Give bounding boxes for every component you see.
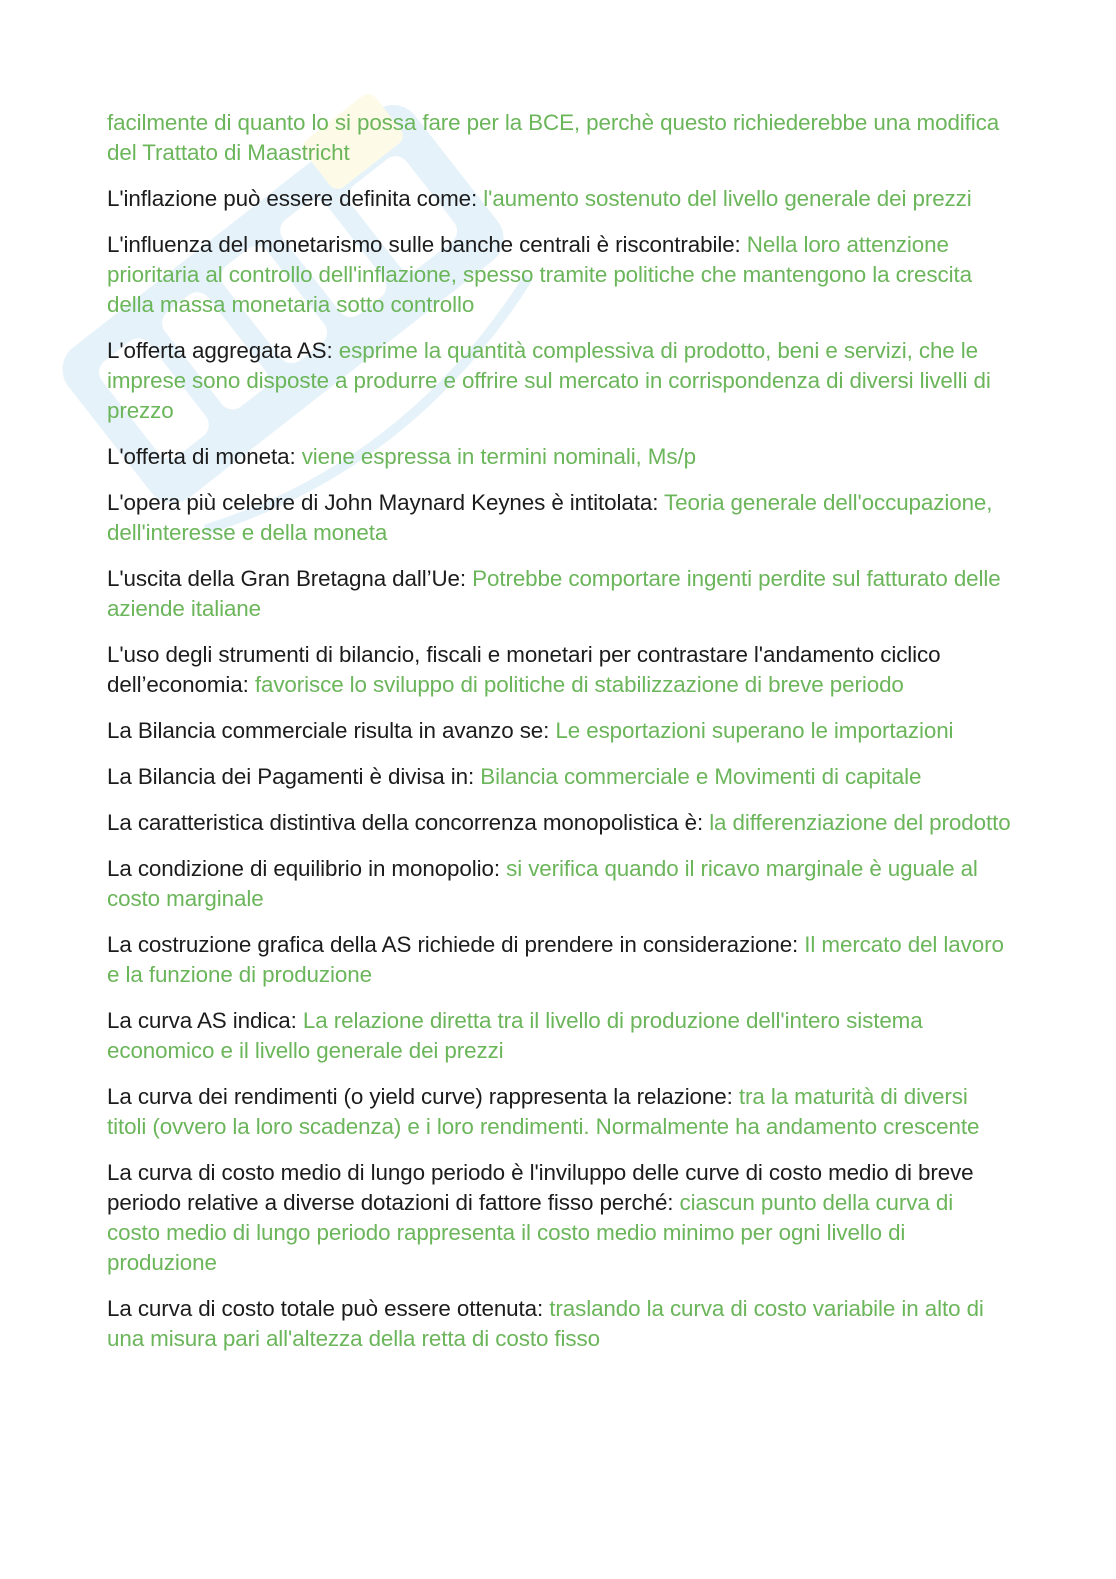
entry-question: L'influenza del monetarismo sulle banche centrali è riscontrabile: — [107, 232, 747, 257]
entry-question: La costruzione grafica della AS richiede di prendere in considerazione: — [107, 932, 805, 957]
entry-question: L'uscita della Gran Bretagna dall’Ue: — [107, 566, 473, 591]
qa-entry-14 — [107, 1082, 1012, 1142]
qa-entry-6 — [107, 564, 1012, 624]
entry-question: La curva di costo totale può essere ottenuta: — [107, 1296, 550, 1321]
entry-answer: Nella loro attenzione prioritaria al controllo dell'inflazione, spesso tramite politiche che mantengono la crescita della massa monetaria sotto controllo — [107, 232, 972, 317]
entry-question: La caratteristica distintiva della concorrenza monopolistica è: — [107, 810, 710, 835]
entry-answer: tra la maturità di diversi titoli (ovvero la loro scadenza) e i loro rendimenti. Normalmente ha andamento crescente — [107, 1084, 980, 1139]
entry-answer: esprime la quantità complessiva di prodotto, beni e servizi, che le imprese sono disposte a produrre e offrire sul mercato in corrispondenza di diversi livelli di prezzo — [107, 338, 991, 423]
qa-entry-0 — [107, 108, 1012, 168]
entry-question: L'uso degli strumenti di bilancio, fiscali e monetari per contrastare l'andamento ciclico dell’economia: — [107, 642, 941, 697]
entry-question: L'offerta aggregata AS: — [107, 338, 339, 363]
qa-entry-3 — [107, 336, 1012, 426]
qa-entry-7 — [107, 640, 1012, 700]
qa-entry-15 — [107, 1158, 1012, 1278]
qa-entry-5 — [107, 488, 1012, 548]
entry-answer: Potrebbe comportare ingenti perdite sul fatturato delle aziende italiane — [107, 566, 1001, 621]
entry-answer: l'aumento sostenuto del livello generale dei prezzi — [483, 186, 972, 211]
entry-answer: si verifica quando il ricavo marginale è uguale al costo marginale — [107, 856, 978, 911]
entry-question: L'opera più celebre di John Maynard Keynes è intitolata: — [107, 490, 665, 515]
entry-answer: La relazione diretta tra il livello di produzione dell'intero sistema economico e il livello generale dei prezzi — [107, 1008, 923, 1063]
entry-question: La curva AS indica: — [107, 1008, 303, 1033]
entry-answer: Teoria generale dell'occupazione, dell'interesse e della moneta — [107, 490, 993, 545]
qa-entry-13 — [107, 1006, 1012, 1066]
entry-answer: Le esportazioni superano le importazioni — [555, 718, 954, 743]
entry-answer: viene espressa in termini nominali, Ms/p — [301, 444, 696, 469]
entry-question: La condizione di equilibrio in monopolio: — [107, 856, 507, 881]
entry-answer: la differenziazione del prodotto — [709, 810, 1011, 835]
entry-question: La curva di costo medio di lungo periodo è l'inviluppo delle curve di costo medio di breve periodo relative a diverse dotazioni di fattore fisso perché: — [107, 1160, 974, 1215]
entry-answer: ciascun punto della curva di costo medio di lungo periodo rappresenta il costo medio minimo per ogni livello di produzione — [107, 1190, 954, 1275]
entry-answer: favorisce lo sviluppo di politiche di stabilizzazione di breve periodo — [254, 672, 904, 697]
qa-entry-10 — [107, 808, 1012, 838]
qa-entry-12 — [107, 930, 1012, 990]
qa-entry-16 — [107, 1294, 1012, 1354]
entry-answer: Bilancia commerciale e Movimenti di capitale — [480, 764, 922, 789]
entry-answer: traslando la curva di costo variabile in alto di una misura pari all'altezza della retta di costo fisso — [107, 1296, 984, 1351]
entry-question: La curva dei rendimenti (o yield curve) rappresenta la relazione: — [107, 1084, 739, 1109]
qa-entry-8 — [107, 716, 1012, 746]
qa-entry-2 — [107, 230, 1012, 320]
qa-entry-11 — [107, 854, 1012, 914]
entry-question: L'offerta di moneta: — [107, 444, 302, 469]
qa-list — [107, 108, 1012, 1370]
entry-question: La Bilancia commerciale risulta in avanzo se: — [107, 718, 556, 743]
entry-answer: facilmente di quanto lo si possa fare per la BCE, perchè questo richiederebbe una modifica del Trattato di Maastricht — [107, 110, 1000, 165]
entry-answer: Il mercato del lavoro e la funzione di produzione — [107, 932, 1004, 987]
qa-entry-1 — [107, 184, 1012, 214]
qa-entry-4 — [107, 442, 1012, 472]
qa-entry-9 — [107, 762, 1012, 792]
entry-question: L'inflazione può essere definita come: — [107, 186, 484, 211]
entry-question: La Bilancia dei Pagamenti è divisa in: — [107, 764, 481, 789]
